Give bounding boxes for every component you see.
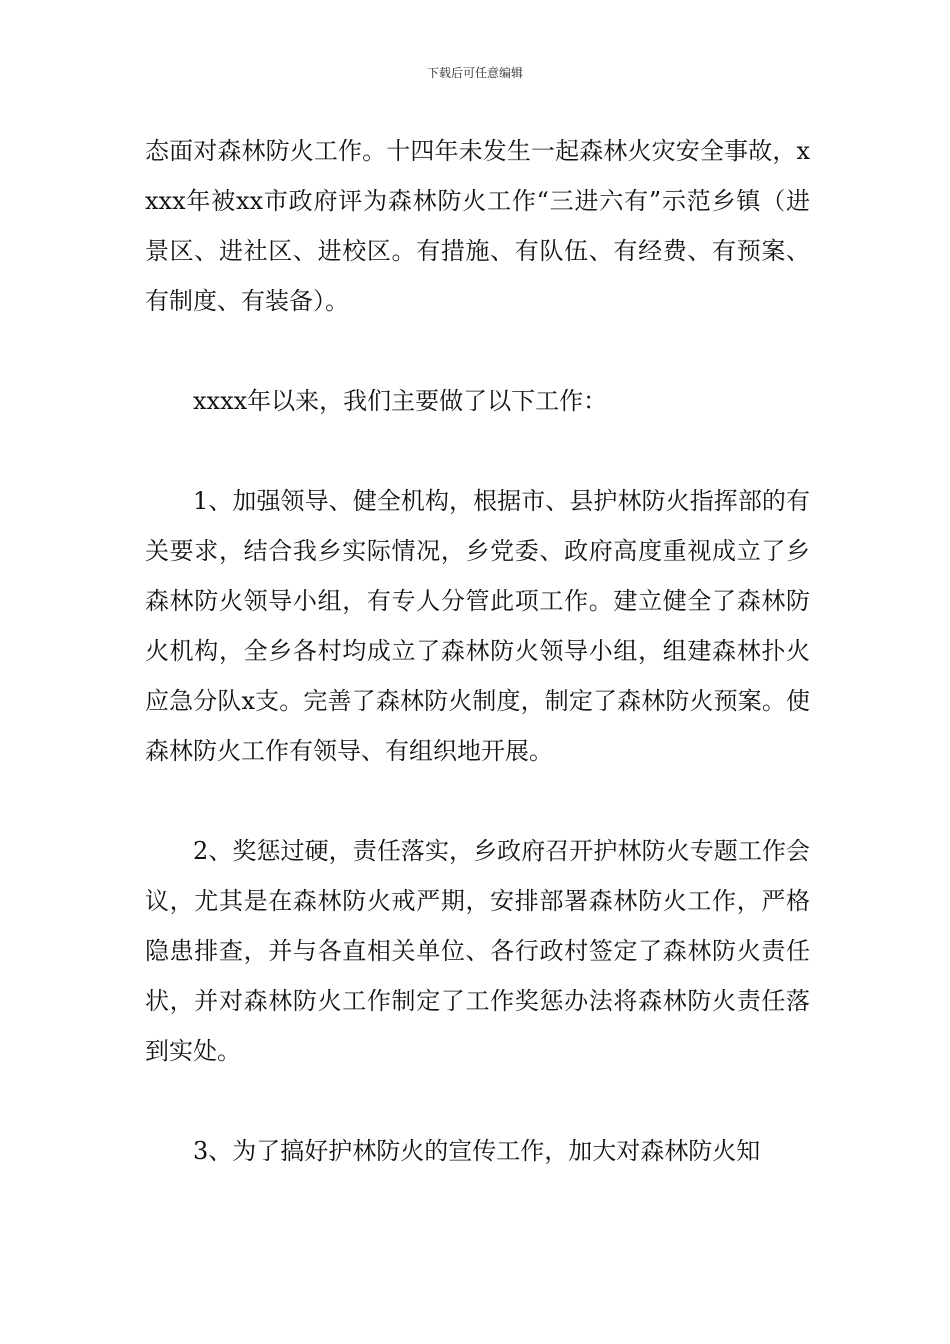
- paragraph-item-2: 2、奖惩过硬，责任落实，乡政府召开护林防火专题工作会议，尤其是在森林防火戒严期，安排部署森林防火工作，严格隐患排查，并与各直相关单位、各行政村签定了森林防火责任状，并对森林防火工作制定了工作奖惩办法将森林防火责任落到实处。: [145, 837, 810, 1065]
- header-note: 下载后可任意编辑: [426, 66, 523, 80]
- paragraph-intro: xxxx年以来，我们主要做了以下工作：: [193, 387, 608, 415]
- paragraph-item-3: 3、为了搞好护林防火的宣传工作，加大对森林防火知: [193, 1137, 761, 1165]
- document-body: [145, 126, 810, 1226]
- paragraph-item-1: 1、加强领导、健全机构，根据市、县护林防火指挥部的有关要求，结合我乡实际情况，乡党委、政府高度重视成立了乡森林防火领导小组，有专人分管此项工作。建立健全了森林防火机构，全乡各村均成立了森林防火领导小组，组建森林扑火应急分队x支。完善了森林防火制度，制定了森林防火预案。使森林防火工作有领导、有组织地开展。: [145, 487, 810, 765]
- paragraph-continuation: 态面对森林防火工作。十四年未发生一起森林火灾安全事故，xxxx年被xx市政府评为森林防火工作“三进六有”示范乡镇（进景区、进社区、进校区。有措施、有队伍、有经费、有预案、有制度、有装备）。: [145, 137, 810, 315]
